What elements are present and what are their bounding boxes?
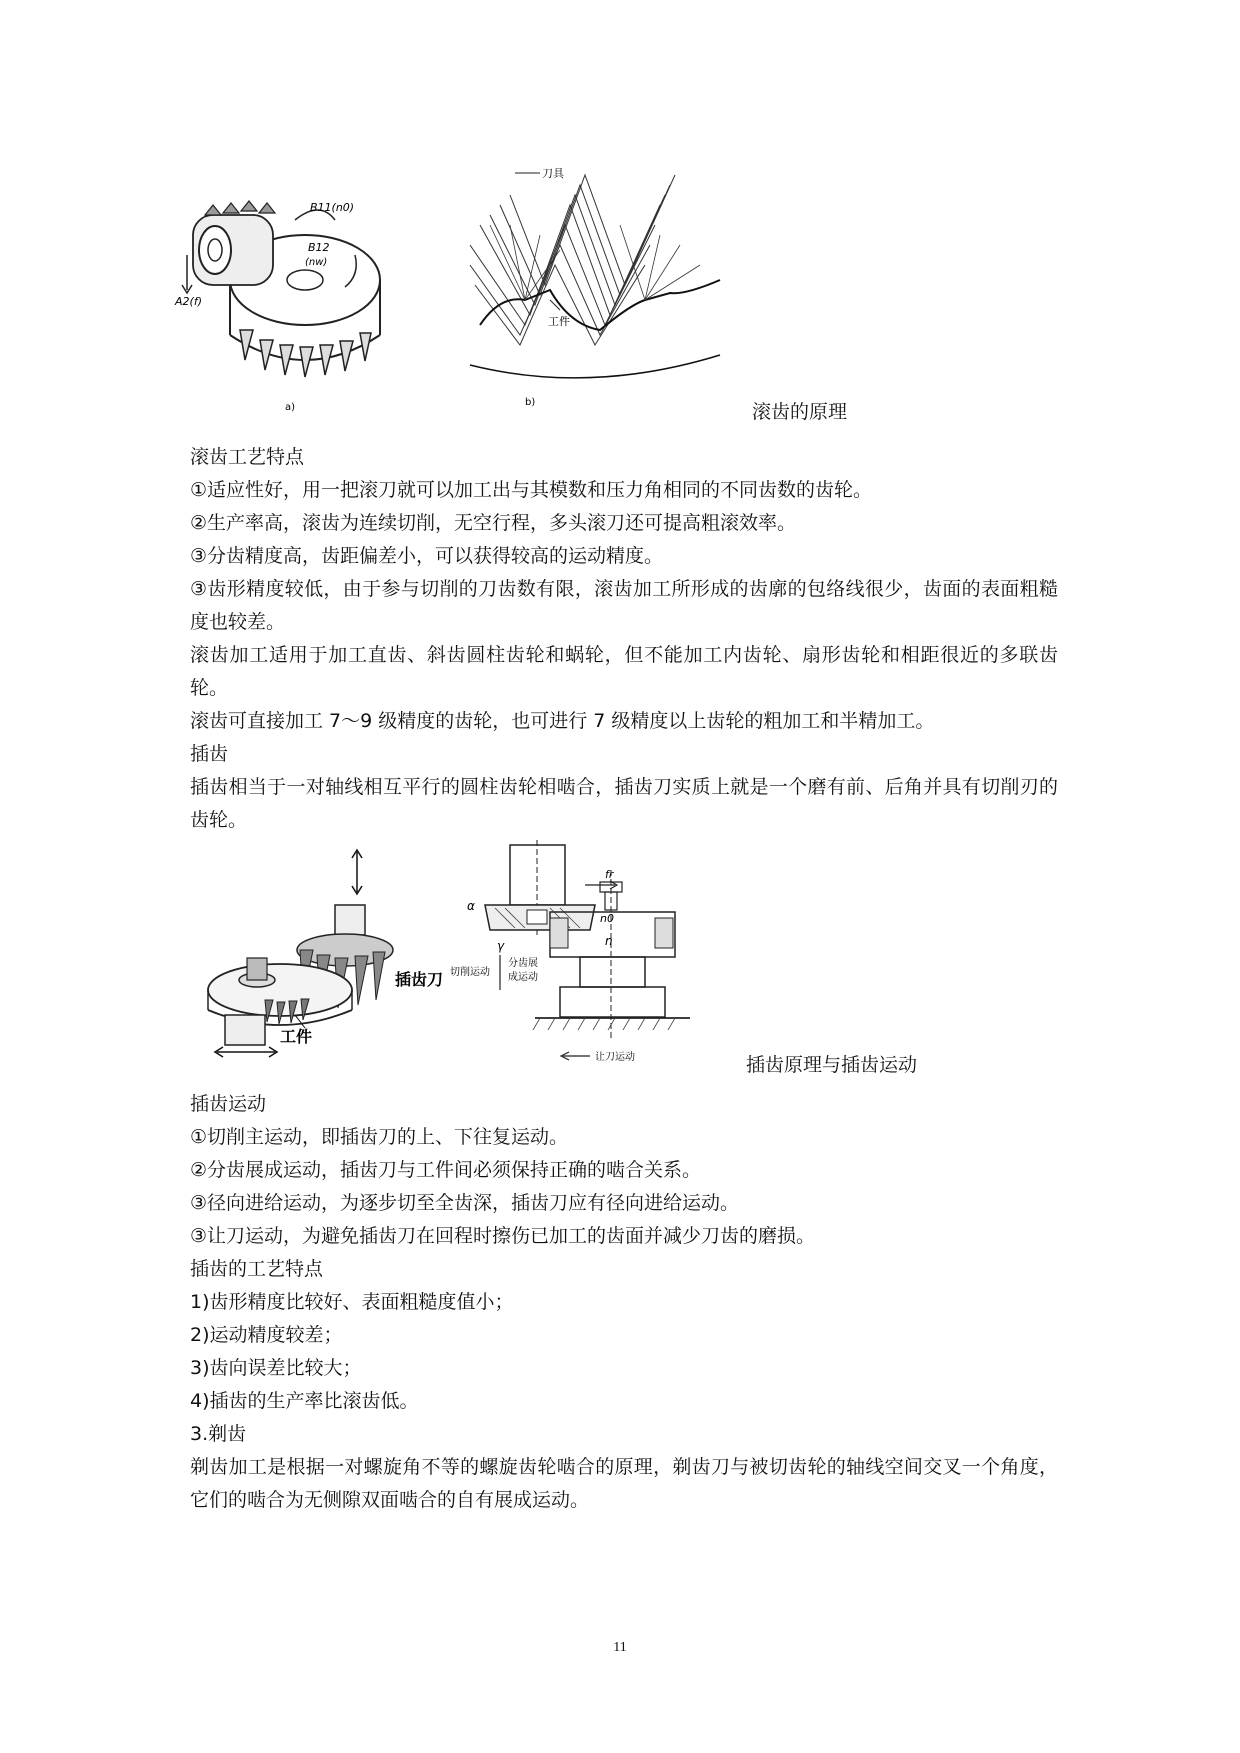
figure-b-label: b): [525, 397, 536, 408]
n-label: n: [605, 934, 613, 948]
hobbing-item-3: ③分齿精度高，齿距偏差小，可以获得较高的运动精度。: [190, 545, 664, 567]
b11-label: B11(n0): [310, 201, 355, 214]
figure-a-label: a): [285, 402, 296, 413]
gen-motion-label-1: 分齿展: [508, 958, 538, 969]
shaping-figure-right: [450, 840, 745, 1075]
shaping-para: 插齿相当于一对轴线相互平行的圆柱齿轮相啮合，插齿刀实质上就是一个磨有前、后角并具有切削刃的齿轮。: [190, 776, 1058, 831]
b12-label: B12: [308, 241, 330, 254]
hobbing-figure-a: [175, 195, 425, 425]
hobbing-figure-b: [470, 165, 750, 410]
shaping-feature-2: 2)运动精度较差；: [190, 1324, 343, 1346]
shaping-motion-item-1: ①切削主运动，即插齿刀的上、下往复运动。: [190, 1126, 569, 1148]
cut-motion-label: 切削运动: [450, 967, 490, 978]
shaping-feature-4: 4)插齿的生产率比滚齿低。: [190, 1390, 419, 1412]
hobbing-para-1: 滚齿加工适用于加工直齿、斜齿圆柱齿轮和蜗轮，但不能加工内齿轮、扇形齿轮和相距很近的多联齿轮。: [190, 644, 1058, 699]
hobbing-item-1: ①适应性好，用一把滚刀就可以加工出与其模数和压力角相同的不同齿数的齿轮。: [190, 479, 873, 501]
shaping-feature-1: 1)齿形精度比较好、表面粗糙度值小；: [190, 1291, 514, 1313]
hobbing-para-2: 滚齿可直接加工 7～9 级精度的齿轮，也可进行 7 级精度以上齿轮的粗加工和半精加工。: [190, 710, 935, 732]
gamma-label: γ: [497, 939, 505, 953]
figure2-caption: 插齿原理与插齿运动: [746, 1054, 918, 1076]
fr-label: fr: [605, 868, 614, 881]
hobbing-item-4: ③齿形精度较低，由于参与切削的刀齿数有限，滚齿加工所形成的齿廓的包络线很少，齿面的表面粗糙度也较差。: [190, 578, 1058, 633]
shaving-para: 剃齿加工是根据一对螺旋角不等的螺旋齿轮啮合的原理，剃齿刀与被切齿轮的轴线空间交叉一个角度，它们的啮合为无侧隙双面啮合的自有展成运动。: [190, 1456, 1058, 1511]
n0-label: n0: [600, 912, 614, 925]
shaping-figure-left: [205, 850, 475, 1060]
shaping-motion-item-4: ③让刀运动，为避免插齿刀在回程时擦伤已加工的齿面并减少刀齿的磨损。: [190, 1225, 816, 1247]
text-block-1: [190, 441, 1058, 837]
text-block-2: [190, 1088, 1058, 1517]
work-label: 工件: [280, 1027, 313, 1046]
shaping-features-heading: 插齿的工艺特点: [190, 1258, 324, 1280]
shaping-feature-3: 3)齿向误差比较大；: [190, 1357, 362, 1379]
shaping-motion-item-2: ②分齿展成运动，插齿刀与工件间必须保持正确的啮合关系。: [190, 1159, 702, 1181]
shaper-cutter-label: 插齿刀: [395, 970, 444, 989]
hobbing-heading: 滚齿工艺特点: [190, 446, 305, 468]
a2-label: A2(f): [175, 295, 202, 308]
hobbing-item-2: ②生产率高，滚齿为连续切削，无空行程，多头滚刀还可提高粗滚效率。: [190, 512, 797, 534]
cutter-label: 刀具: [542, 167, 564, 180]
shaping-heading: 插齿: [190, 743, 229, 765]
shaving-heading: 3.剃齿: [190, 1423, 247, 1445]
gen-motion-label-2: 成运动: [508, 972, 538, 983]
shaping-motion-heading: 插齿运动: [190, 1093, 267, 1115]
shaping-motion-item-3: ③径向进给运动，为逐步切至全齿深，插齿刀应有径向进给运动。: [190, 1192, 740, 1214]
relief-motion-label: 让刀运动: [595, 1052, 635, 1063]
workpiece-label: 工件: [548, 315, 570, 328]
nw-label: (nw): [305, 257, 328, 268]
figure1-caption: 滚齿的原理: [752, 401, 848, 423]
page-number: 11: [613, 1640, 627, 1655]
alpha-label: α: [467, 899, 475, 913]
